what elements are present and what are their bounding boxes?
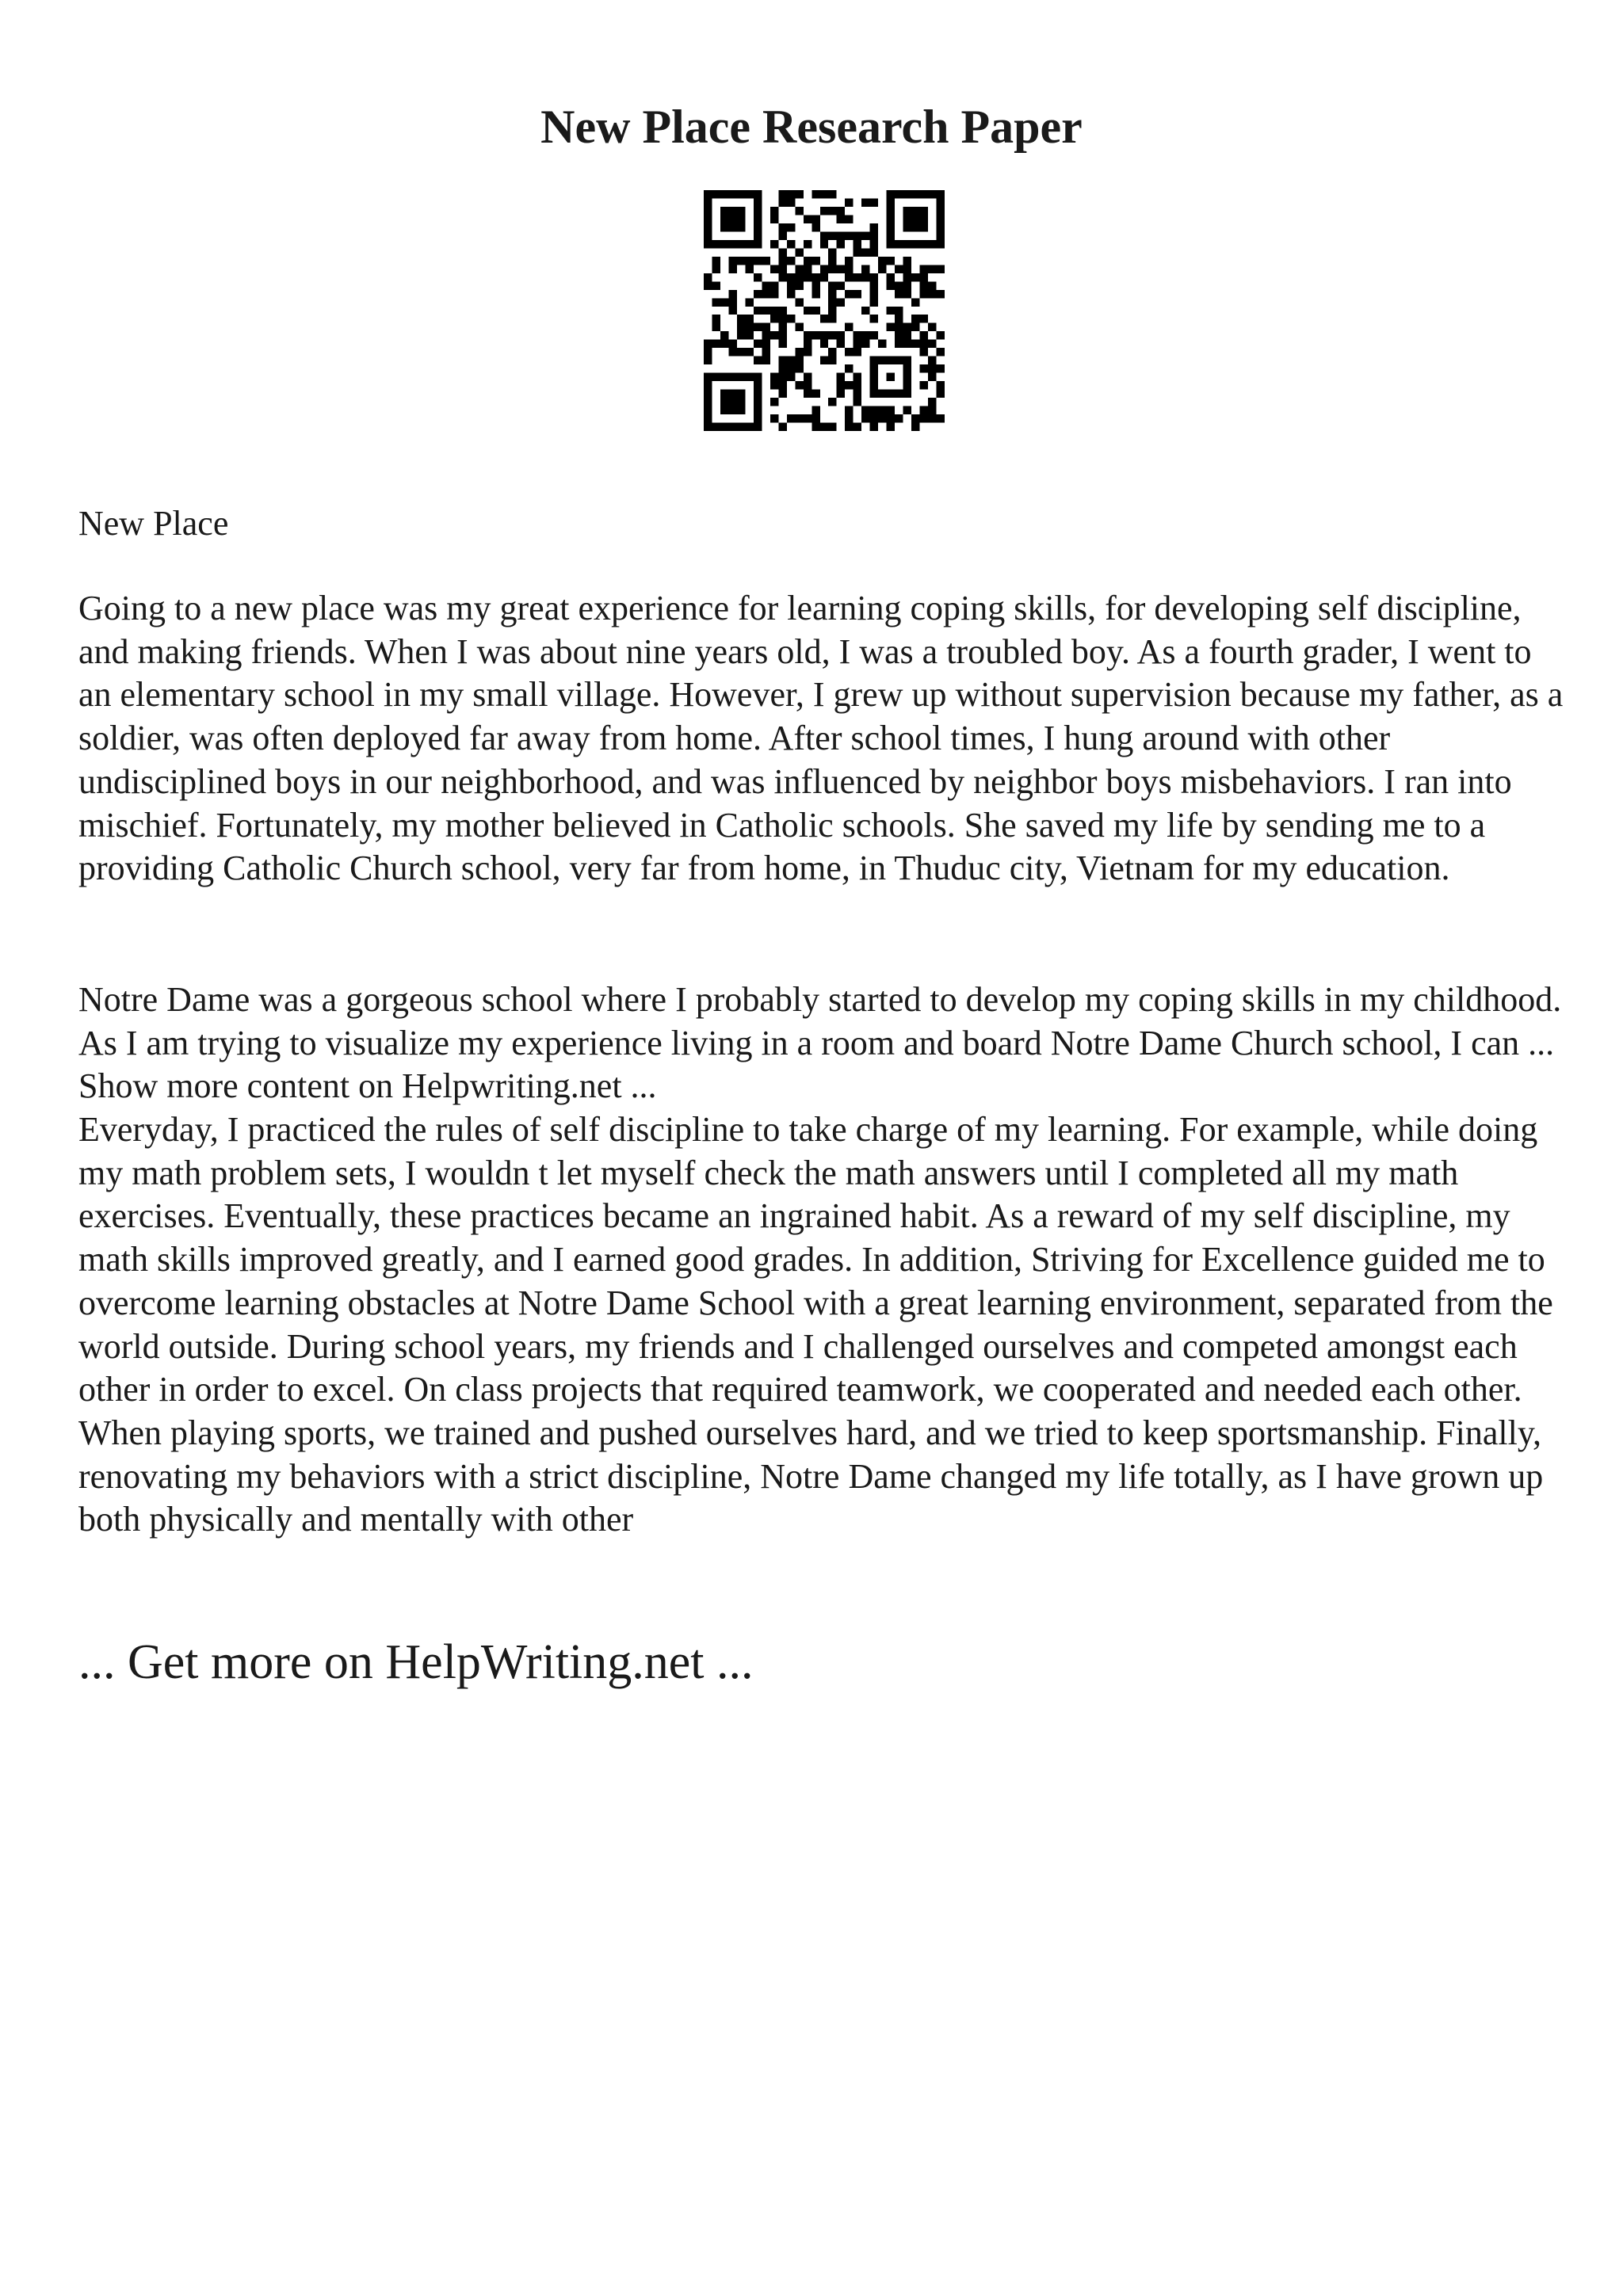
paragraph-3: Everyday, I practiced the rules of self discipline to take charge of my learning. For example, while doing my math problem sets, I wouldn t let myself check the math answers until I completed all my math exercises. Eventually, these practices became an ingrained habit. As a reward of my self discipline, my math skills improved greatly, and I earned good grades. In addition, Striving for Excellence guided me to overcome learning obstacles at Notre Dame School with a great learning environment, separated from the world outside. During school years, my friends and I challenged ourselves and competed amongst each other in order to excel. On class projects that required teamwork, we cooperated and needed each other. When playing sports, we trained and pushed ourselves hard, and we tried to keep sportsmanship. Finally, renovating my behaviors with a strict discipline, Notre Dame changed my life totally, as I have grown up both physically and mentally with other xyxy=(78,1110,1553,1539)
page-title: New Place Research Paper xyxy=(540,101,1083,153)
qr-code-icon xyxy=(704,190,945,431)
get-more-link[interactable]: ... Get more on HelpWriting.net ... xyxy=(78,1635,754,1689)
paragraph-2: Notre Dame was a gorgeous school where I probably started to develop my coping skills in my childhood. As I am trying to visualize my experience living in a room and board Notre Dame Church school, I can ... Show more content on Helpwriting.net ... xyxy=(78,980,1562,1106)
section-heading: New Place xyxy=(78,504,229,543)
paragraph-1: Going to a new place was my great experience for learning coping skills, for developing self discipline, and making friends. When I was about nine years old, I was a troubled boy. As a fourth grader, I went to an elementary school in my small village. However, I grew up without supervision because my father, as a soldier, was often deployed far away from home. After school times, I hung around with other undisciplined boys in our neighborhood, and was influenced by neighbor boys misbehaviors. I ran into mischief. Fortunately, my mother believed in Catholic schools. She saved my life by sending me to a providing Catholic Church school, very far from home, in Thuduc city, Vietnam for my education. xyxy=(78,589,1564,888)
